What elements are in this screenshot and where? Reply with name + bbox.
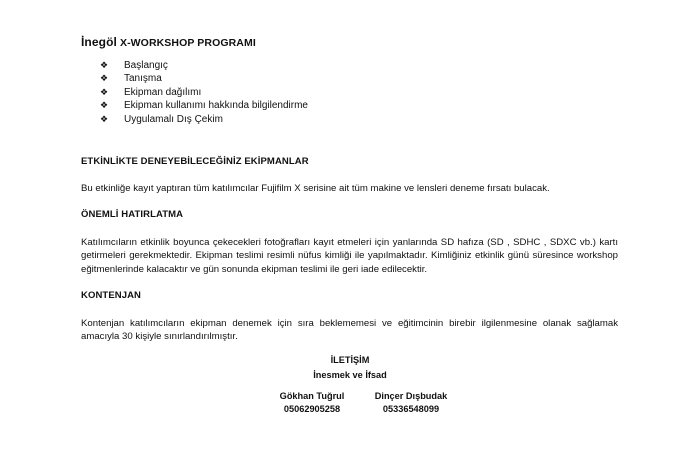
list-item xyxy=(100,113,308,126)
diamond-bullet-icon: ❖ xyxy=(100,100,109,111)
reminder-heading: ÖNEMLİ HATIRLATMA xyxy=(81,209,184,220)
contact-organizers: İnesmek ve İfsad xyxy=(313,370,387,380)
agenda-list xyxy=(100,59,308,126)
page-title xyxy=(81,35,256,49)
list-item xyxy=(100,99,308,112)
agenda-item-label: Tanışma xyxy=(124,73,162,85)
list-item xyxy=(100,59,308,72)
title-brand: İnegöl xyxy=(81,35,117,49)
diamond-bullet-icon: ❖ xyxy=(100,73,109,84)
agenda-item-label: Başlangıç xyxy=(124,60,168,71)
contact-phone: 05336548099 xyxy=(382,404,440,414)
agenda-item-label: Uygulamalı Dış Çekim xyxy=(124,113,223,125)
contact-name: Gökhan Tuğrul xyxy=(279,391,345,401)
reminder-paragraph: Katılımcıların etkinlik boyunca çekecekleri fotoğrafları kayıt etmeleri için yanlarında SD hafıza (SD , SDHC , SDXC vb.) kartı getirmeleri gerekmektedir. Ekipman teslimi resimli nüfus kimliği ile yapılmaktadır. Kimliğiniz etkinlik günü süresince workshop eğitmenlerinde kalacaktır ve gün sonunda ekipman teslimi ile geri iade edilecektir. xyxy=(81,237,618,275)
list-item xyxy=(100,86,308,99)
diamond-bullet-icon: ❖ xyxy=(100,86,109,97)
agenda-item-label: Ekipman kullanımı hakkında bilgilendirme xyxy=(124,100,308,112)
diamond-bullet-icon: ❖ xyxy=(100,60,109,70)
list-item xyxy=(100,72,308,85)
title-rest: X-WORKSHOP PROGRAMI xyxy=(119,37,256,49)
diamond-bullet-icon: ❖ xyxy=(100,113,109,124)
contact-phone: 05062905258 xyxy=(283,404,341,414)
quota-paragraph: Kontenjan katılımcıların ekipman denemek için sıra beklememesi ve eğitimcinin birebir ilgilenmesine olanak sağlamak amacıyla 30 kişiyle sınırlandırılmıştır. xyxy=(81,318,618,343)
contact-heading: İLETİŞİM xyxy=(330,355,370,365)
equipment-paragraph: Bu etkinliğe kayıt yaptıran tüm katılımcılar Fujifilm X serisine ait tüm makine ve lensleri deneme fırsatı bulacak. xyxy=(81,183,550,194)
contact-name: Dinçer Dışbudak xyxy=(374,391,448,401)
quota-heading: KONTENJAN xyxy=(81,290,142,301)
agenda-item-label: Ekipman dağılımı xyxy=(124,86,202,98)
equipment-heading: ETKİNLİKTE DENEYEBİLECEĞİNİZ EKİPMANLAR xyxy=(81,156,309,167)
